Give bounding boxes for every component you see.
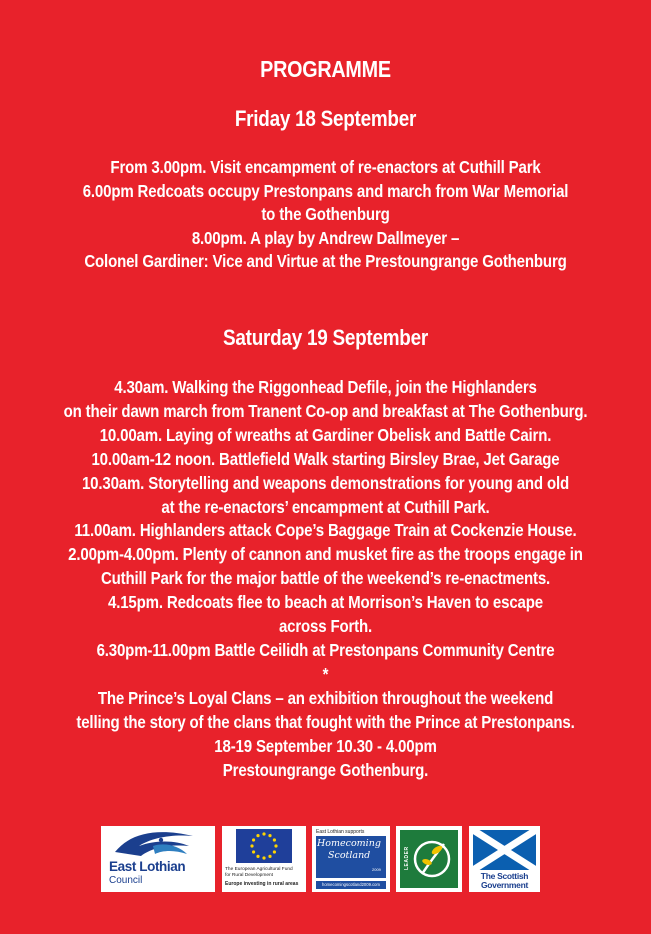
eu-slogan: Europe investing in rural areas [225, 881, 299, 887]
saturday-schedule [11, 376, 640, 782]
saturday-heading: Saturday 19 September [223, 325, 428, 350]
sponsor-logos [0, 826, 651, 896]
schedule-line: on their dawn march from Tranent Co-op and breakfast at The Gothenburg. [63, 400, 588, 421]
sg-line: The Scottish [480, 871, 529, 881]
scottish-government-logo [469, 826, 540, 892]
schedule-line: Cuthill Park for the major battle of the weekend’s re-enactments. [100, 568, 551, 589]
homecoming-scotland-logo [312, 826, 390, 892]
eu-line: The European Agricultural Fund [225, 867, 293, 872]
east-lothian-sub: Council [109, 875, 143, 886]
eu-line: for Rural Development [225, 872, 273, 878]
homecoming-top-text: East Lothian supports [316, 829, 365, 835]
homecoming-year: 2009 [372, 867, 381, 872]
sg-line: Government [480, 880, 529, 890]
eu-fund-text [225, 867, 293, 878]
leader-label: LEADER [404, 846, 410, 870]
schedule-line: 11.00am. Highlanders attack Cope’s Baggage Train at Cockenzie House. [74, 520, 577, 541]
homecoming-url: homecomingscotland2009.com [316, 881, 386, 889]
schedule-line: The Prince’s Loyal Clans – an exhibition throughout the weekend [97, 687, 554, 708]
schedule-line: 6.30pm-11.00pm Battle Ceilidh at Prestonpans Community Centre [96, 639, 555, 660]
schedule-line: From 3.00pm. Visit encampment of re-enactors at Cuthill Park [110, 157, 541, 177]
schedule-line: 2.00pm-4.00pm. Plenty of cannon and musket fire as the troops engage in [68, 544, 583, 565]
homecoming-script-2: Scotland [328, 850, 371, 861]
schedule-line: at the re-enactors’ encampment at Cuthill Park. [161, 496, 490, 517]
east-lothian-name: East Lothian [109, 859, 186, 874]
friday-schedule [11, 156, 640, 274]
separator-asterisk: * [322, 663, 329, 684]
schedule-line: 4.30am. Walking the Riggonhead Defile, join the Highlanders [114, 377, 537, 397]
schedule-line: to the Gothenburg [261, 204, 390, 225]
schedule-line: 8.00pm. A play by Andrew Dallmeyer – [191, 227, 460, 248]
schedule-line: 4.15pm. Redcoats flee to beach at Morrison’s Haven to escape [108, 592, 543, 613]
eagle-icon [101, 826, 215, 860]
schedule-line: 18-19 September 10.30 - 4.00pm [214, 735, 437, 756]
schedule-line: 10.30am. Storytelling and weapons demonstrations for young and old [81, 472, 570, 493]
schedule-line: Prestoungrange Gothenburg. [222, 759, 429, 780]
friday-heading: Friday 18 September [234, 106, 417, 131]
schedule-line: across Forth. [278, 616, 373, 637]
schedule-line: 6.00pm Redcoats occupy Prestonpans and march from War Memorial [82, 180, 569, 201]
schedule-line: 10.00am-12 noon. Battlefield Walk starting Birsley Brae, Jet Garage [91, 448, 560, 469]
programme-title: PROGRAMME [260, 56, 391, 82]
schedule-line: telling the story of the clans that fought with the Prince at Prestonpans. [76, 711, 575, 732]
eu-stars-icon [222, 826, 306, 866]
schedule-line: Colonel Gardiner: Vice and Virtue at the Prestoungrange Gothenburg [84, 251, 567, 272]
leader-logo [396, 826, 462, 892]
scottish-government-text [473, 872, 536, 890]
east-lothian-council-logo [101, 826, 215, 892]
saltire-icon [473, 830, 536, 870]
schedule-line: 10.00am. Laying of wreaths at Gardiner Obelisk and Battle Cairn. [99, 424, 552, 445]
eu-agricultural-fund-logo [222, 826, 306, 892]
homecoming-script-1: Homecoming [317, 838, 381, 849]
